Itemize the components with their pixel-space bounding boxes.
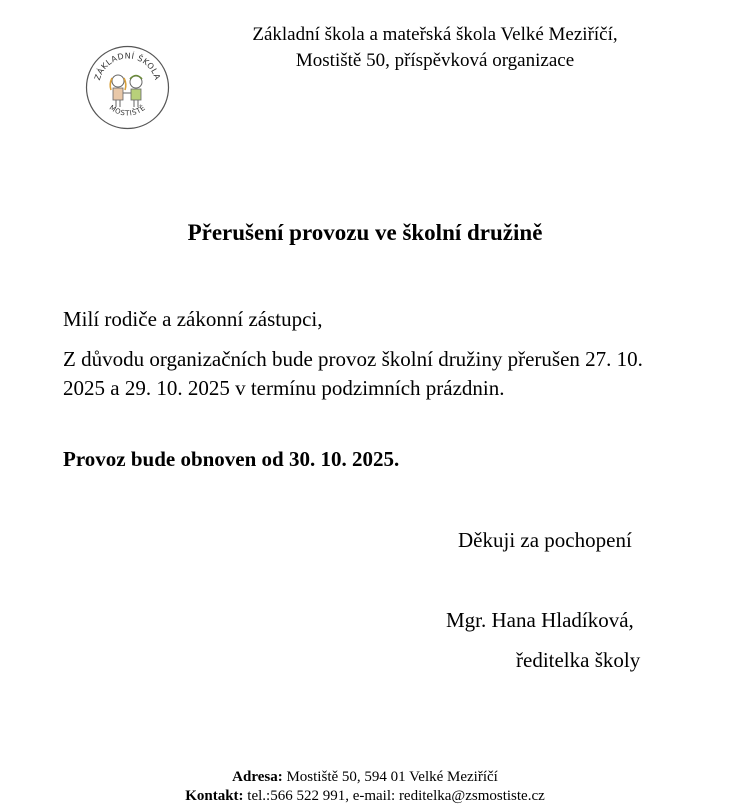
page-title: Přerušení provozu ve školní družině (187, 220, 543, 245)
school-name: Základní škola a mateřská škola Velké Meziříčí, (252, 24, 618, 45)
girl-figure-icon (110, 75, 126, 107)
school-address: Mostiště 50, příspěvková organizace (295, 50, 575, 71)
contact-label: Kontakt: (185, 788, 244, 804)
address-value: Mostiště 50, 594 01 Velké Meziříčí (286, 769, 498, 785)
school-logo (85, 45, 170, 130)
signatory-role: ředitelka školy (516, 648, 641, 672)
address-label: Adresa: (232, 769, 283, 785)
boy-figure-icon (130, 76, 142, 108)
footer-contact (0, 786, 730, 806)
greeting: Milí rodiče a zákonní zástupci, (63, 307, 323, 331)
thanks-text: Děkuji za pochopení (458, 528, 632, 552)
svg-text:MOSTIŠTĚ: MOSTIŠTĚ (107, 103, 148, 118)
resume-notice: Provoz bude obnoven od 30. 10. 2025. (63, 447, 400, 471)
footer-address (0, 767, 730, 787)
contact-value: tel.:566 522 991, e-mail: reditelka@zsmostiste.cz (247, 788, 545, 804)
svg-text:ZÁKLADNÍ ŠKOLA: ZÁKLADNÍ ŠKOLA (92, 51, 163, 82)
signatory-name: Mgr. Hana Hladíková, (446, 608, 634, 632)
notice-paragraph: Z důvodu organizačních bude provoz školní družiny přerušen 27. 10. 2025 a 29. 10. 2025 v termínu podzimních prázdnin. (63, 347, 643, 400)
